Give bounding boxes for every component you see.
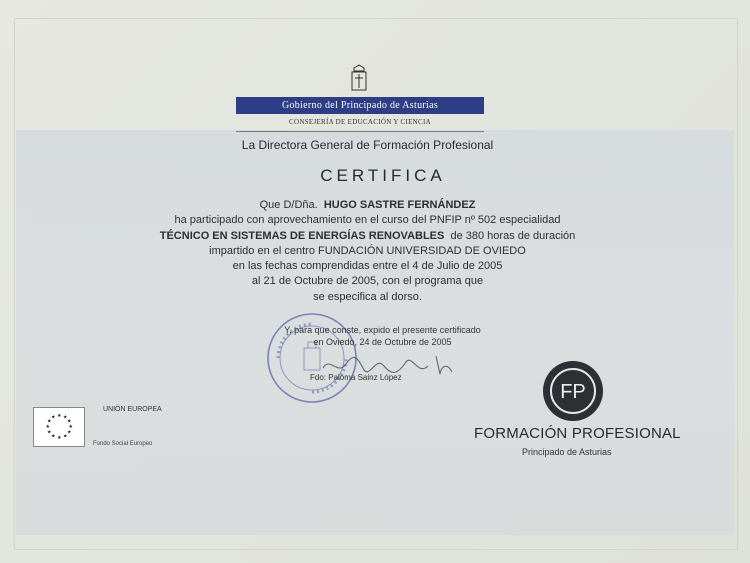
svg-text:★: ★: [67, 429, 72, 436]
closing-text: [270, 324, 495, 348]
svg-text:★: ★: [51, 414, 56, 421]
svg-text:★: ★: [63, 414, 68, 421]
svg-text:★: ★: [67, 418, 72, 425]
eu-title: UNIÓN EUROPEA: [103, 406, 162, 413]
eu-fund-name: Fondo Social Europeo: [93, 441, 153, 447]
specialty-name: TÉCNICO EN SISTEMAS DE ENERGÍAS RENOVABLES: [159, 229, 445, 242]
asturias-crest-icon: [345, 64, 373, 94]
svg-text:★: ★: [45, 424, 50, 430]
recipient-name: HUGO SASTRE FERNÁNDEZ: [323, 199, 476, 211]
course-hours: de 380 horas de duración: [450, 229, 576, 242]
svg-text:★: ★: [47, 418, 52, 425]
eu-flag-icon: [33, 407, 85, 447]
svg-text:★: ★: [47, 429, 52, 436]
header-divider: [236, 131, 484, 132]
svg-text:★: ★: [57, 435, 62, 441]
svg-text:★: ★: [51, 433, 56, 440]
government-banner: Gobierno del Principado de Asturias: [236, 97, 484, 114]
fp-mark: FP: [560, 381, 586, 403]
department-name: CONSEJERÍA DE EDUCACIÓN Y CIENCIA: [289, 118, 431, 126]
program-line: se especifica al dorso.: [313, 290, 422, 303]
fp-subtitle: Principado de Asturias: [522, 447, 612, 457]
svg-text:★: ★: [57, 413, 62, 419]
date-end-line: al 21 de Octubre de 2005, con el programa que: [251, 275, 484, 288]
date-start-line: en las fechas comprendidas entre el 4 de Julio de 2005: [232, 260, 503, 273]
svg-text:★: ★: [63, 433, 68, 440]
specialty-line: [0, 229, 735, 244]
svg-text:★: ★: [68, 424, 73, 430]
closing-line-1: Y, para que conste, expido el presente certificado: [284, 325, 481, 335]
course-line: ha participado con aprovechamiento en el curso del PNFIP nº 502 especialidad: [174, 214, 561, 227]
center-line: impartido en el centro FUNDACIÓN UNIVERSIDAD DE OVIEDO: [209, 244, 526, 257]
certificate-heading: CERTIFICA: [320, 166, 446, 185]
recipient-prefix: Que D/Dña.: [259, 199, 318, 211]
certificate-body: [0, 198, 735, 305]
signatory-name: Fdo: Paloma Sainz López: [310, 373, 402, 382]
closing-line-2: en Oviedo, 24 de Octubre de 2005: [313, 337, 452, 347]
recipient-line: [0, 198, 735, 213]
fp-title: FORMACIÓN PROFESIONAL: [474, 425, 681, 442]
fp-logo-icon: [541, 359, 605, 423]
issuer-line: La Directora General de Formación Profesional: [241, 138, 494, 152]
